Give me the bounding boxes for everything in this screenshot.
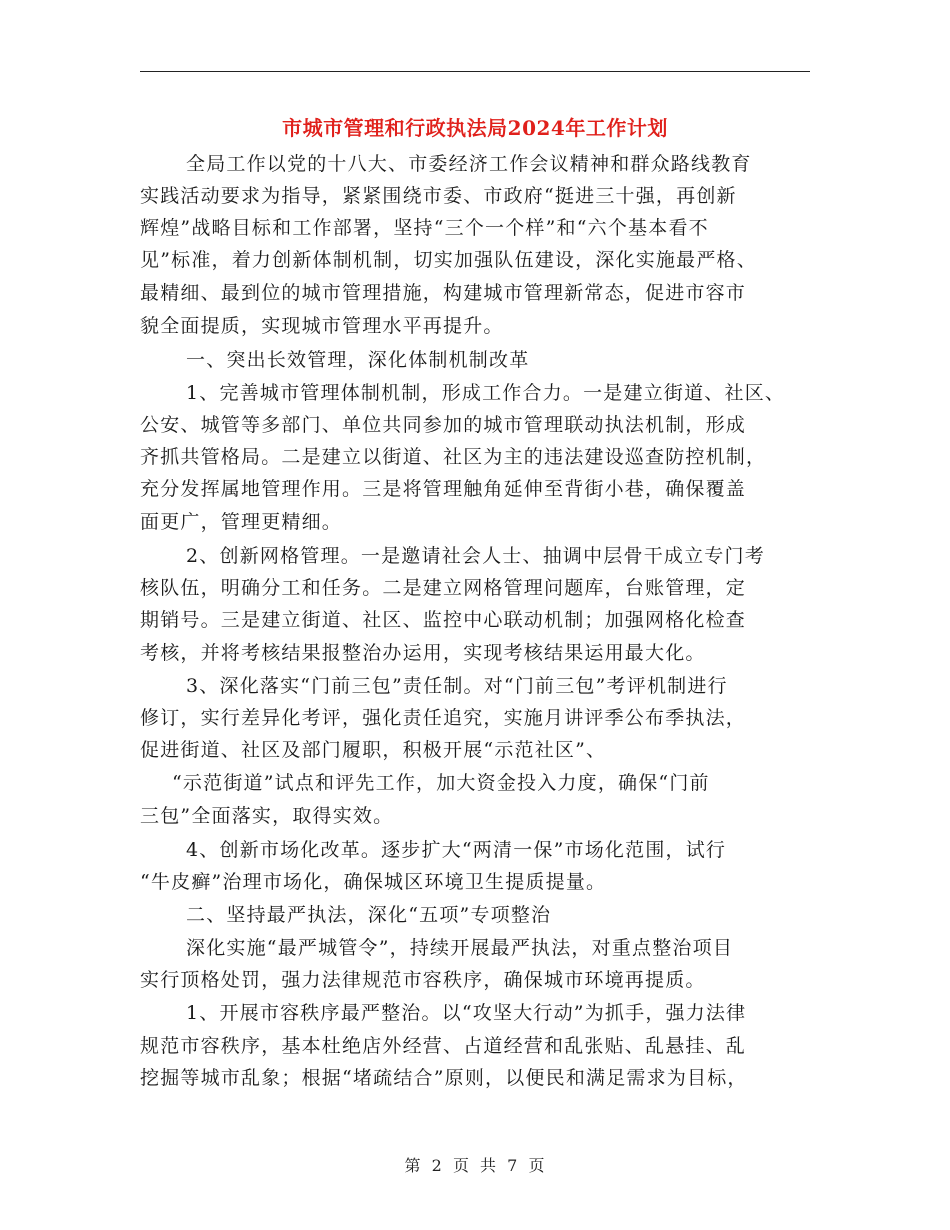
footer-page-prefix: 第 <box>404 1156 422 1175</box>
body-line: 4、创新市场化改革。逐步扩大“两清一保”市场化范围，试行 <box>186 839 727 861</box>
body-line: 促进街道、社区及部门履职，积极开展“示范社区”、 <box>140 739 607 761</box>
body-line: 貌全面提质，实现城市管理水平再提升。 <box>140 315 504 337</box>
body-line: 期销号。三是建立街道、社区、监控中心联动机制；加强网格化检查 <box>140 609 747 631</box>
body-line: 2、创新网格管理。一是邀请社会人士、抽调中层骨干成立专门考 <box>186 545 765 567</box>
footer-current-page: 2 <box>431 1156 443 1175</box>
body-line: 1、完善城市管理体制机制，形成工作合力。一是建立街道、社区、 <box>186 382 786 404</box>
body-line: 实践活动要求为指导，紧紧围绕市委、市政府“挺进三十强，再创新 <box>140 185 737 207</box>
footer-total-pages: 7 <box>507 1156 519 1175</box>
body-line: 齐抓共管格局。二是建立以街道、社区为主的违法建设巡查防控机制， <box>140 446 767 468</box>
body-line: 最精细、最到位的城市管理措施，构建城市管理新常态，促进市容市 <box>140 282 747 304</box>
body-line: 见”标准，着力创新体制机制，切实加强队伍建设，深化实施最严格、 <box>140 249 757 271</box>
body-line: 考核，并将考核结果报整治办运用，实现考核结果运用最大化。 <box>140 642 706 664</box>
body-line: 充分发挥属地管理作用。三是将管理触角延伸至背街小巷，确保覆盖 <box>140 478 747 500</box>
body-line: 修订，实行差异化考评，强化责任追究，实施月讲评季公布季执法， <box>140 707 747 729</box>
body-line: 三包”全面落实，取得实效。 <box>140 805 394 827</box>
body-line: 核队伍，明确分工和任务。二是建立网格管理问题库，台账管理，定 <box>140 577 747 599</box>
section-heading: 一、突出长效管理，深化体制机制改革 <box>186 349 530 371</box>
section-heading: 二、坚持最严执法，深化“五项”专项整治 <box>186 904 552 926</box>
body-line: 全局工作以党的十八大、市委经济工作会议精神和群众路线教育 <box>186 153 752 175</box>
body-line: 实行顶格处罚，强力法律规范市容秩序，确保城市环境再提质。 <box>140 969 706 991</box>
body-line: “示范街道”试点和评先工作，加大资金投入力度，确保“门前 <box>172 772 710 794</box>
body-line: 3、深化落实“门前三包”责任制。对“门前三包”考评机制进行 <box>186 675 728 697</box>
body-line: 面更广，管理更精细。 <box>140 511 343 533</box>
body-line: 公安、城管等多部门、单位共同参加的城市管理联动执法机制，形成 <box>140 414 747 436</box>
body-line: 1、开展市容秩序最严整治。以“攻坚大行动”为抓手，强力法律 <box>186 1002 747 1024</box>
body-line: 深化实施“最严城管令”，持续开展最严执法，对重点整治项目 <box>186 937 734 959</box>
body-line: “牛皮癣”治理市场化，确保城区环境卫生提质提量。 <box>140 871 607 893</box>
body-line: 辉煌”战略目标和工作部署，坚持“三个一个样”和“六个基本看不 <box>140 217 709 239</box>
footer-total-label: 共 <box>480 1156 498 1175</box>
footer-page-unit: 页 <box>452 1156 470 1175</box>
body-line: 挖掘等城市乱象；根据“堵疏结合”原则，以便民和满足需求为目标， <box>140 1067 748 1089</box>
body-line: 规范市容秩序，基本杜绝店外经营、占道经营和乱张贴、乱悬挂、乱 <box>140 1035 747 1057</box>
document-title: 市城市管理和行政执法局2024年工作计划 <box>282 116 668 140</box>
page-footer <box>0 1153 950 1176</box>
header-rule <box>140 71 810 72</box>
footer-total-unit: 页 <box>528 1156 546 1175</box>
